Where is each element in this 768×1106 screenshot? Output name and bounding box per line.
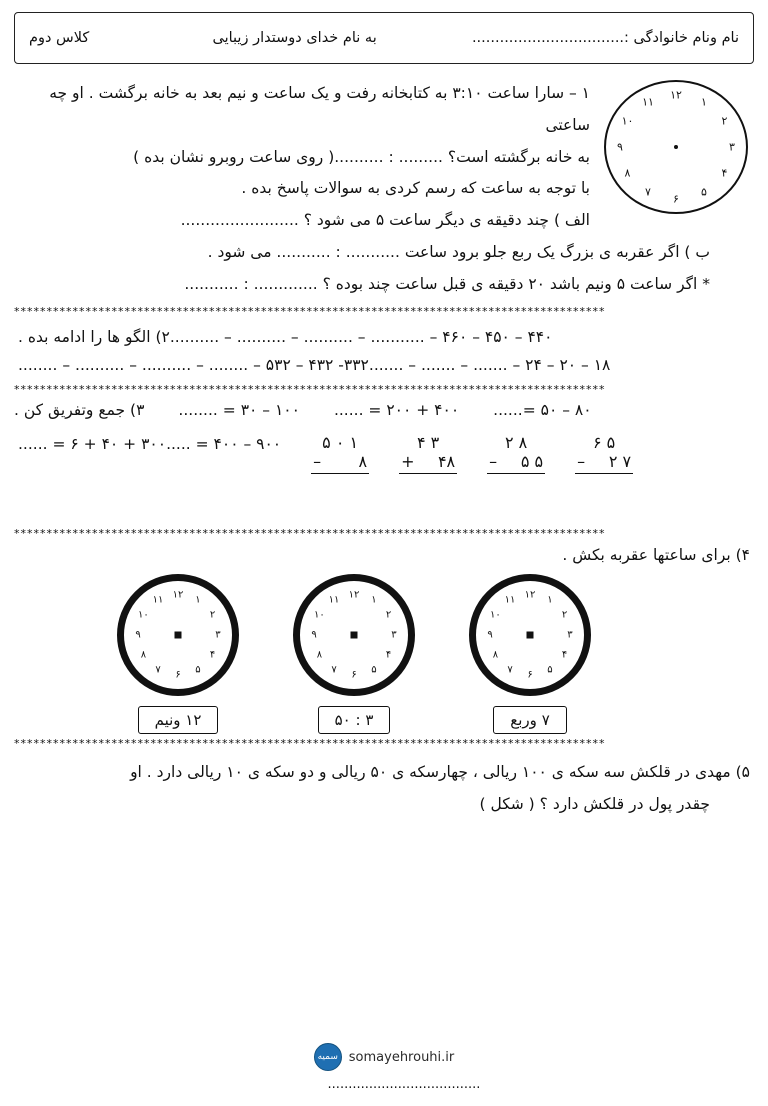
clock-numeral: ۱ <box>547 594 553 606</box>
separator-4: ******************************************************************************************* <box>14 738 606 750</box>
q5-line-1: ۵) مهدی در قلکش سه سکه ی ۱۰۰ ریالی ، چهارسکه ی ۵۰ ریالی و دو سکه ی ۱۰ ریالی دارد . او <box>130 762 750 781</box>
q1-part-be[interactable]: ب ) اگر عقربه ی بزرگ یک ربع جلو برود ساعت ........... : ........... می شود . <box>207 242 710 261</box>
clock-numeral: ۴ <box>561 649 568 661</box>
basmala-text: به نام خدای دوستدار زیبایی <box>212 30 377 46</box>
vertical-sum-4-operator: – <box>577 452 589 472</box>
q2-sequence-2-left[interactable]: ۱۸ – ۲۰ – ۲۴ – ....... – ....... – ....... <box>368 355 611 374</box>
clock-numeral: ۶ <box>527 669 533 681</box>
q3-eq-1[interactable]: ۱۰۰ – ۳۰ = ........ <box>178 401 300 420</box>
question-1 <box>14 78 754 300</box>
clock-numeral: ۴ <box>721 166 728 180</box>
q3-title: ۳) جمع وتفریق کن . <box>14 401 145 420</box>
clock-numeral: ۷ <box>507 664 513 676</box>
clock-center-dot <box>674 145 678 149</box>
clock-numeral: ۹ <box>487 629 493 641</box>
q3-row-1 <box>14 401 750 419</box>
vertical-sum-4-bottom <box>575 452 633 474</box>
vertical-sum-1-operand: ۸ <box>358 452 368 472</box>
clock-numeral: ۹ <box>617 140 623 154</box>
q4-clock-item-1[interactable] <box>117 574 239 734</box>
q3-vertical-sums <box>311 433 633 474</box>
vertical-sum-1-operator: – <box>313 452 325 472</box>
clock-numeral: ۲ <box>385 609 392 621</box>
vertical-sum-2-operand: ۴۸ <box>437 452 456 472</box>
clock-numeral: ۱ <box>195 594 201 606</box>
clock-numeral: ۹ <box>311 629 317 641</box>
clock-numeral: ۱۱ <box>504 594 516 606</box>
q3-eq-3[interactable]: ۸۰ – ۵۰ =...... <box>493 401 592 420</box>
vertical-sum-3-operand: ۵ ۵ <box>520 452 544 472</box>
header-box <box>14 12 754 64</box>
separator-1: ******************************************************************************************* <box>14 306 606 318</box>
clock-numeral: ۷ <box>331 664 337 676</box>
q4-clock-label-2: ۳ : ۵۰ <box>318 706 391 734</box>
clock-numeral: ۵ <box>371 664 377 676</box>
question-5 <box>18 756 750 821</box>
clock-numeral: ۸ <box>492 649 499 661</box>
clock-numeral: ۲ <box>209 609 216 621</box>
vertical-sum-2-operator: + <box>401 452 418 472</box>
analog-clock-2[interactable] <box>293 574 415 696</box>
footer-brand[interactable] <box>314 1043 454 1071</box>
q4-clock-row <box>14 574 754 734</box>
clock-numeral: ۲ <box>561 609 568 621</box>
clock-numeral: ۱۲ <box>348 589 360 601</box>
vertical-sum-2[interactable] <box>399 433 457 474</box>
q4-clock-item-3[interactable] <box>469 574 591 734</box>
clock-numeral: ۱۰ <box>490 609 501 621</box>
clock-numeral: ۱۰ <box>621 114 634 128</box>
clock-numeral: ۵ <box>195 664 201 676</box>
clock-numeral: ۳ <box>567 629 573 641</box>
q1-part-star[interactable]: * اگر ساعت ۵ ونیم باشد ۲۰ دقیقه ی قبل ساعت چند بوده ؟ ............. : ........... <box>184 274 710 293</box>
clock-numeral: ۱ <box>701 95 707 109</box>
clock-numeral: ۸ <box>140 649 147 661</box>
clock-center-dot <box>351 632 358 639</box>
q5-line-2[interactable]: چقدر پول در قلکش دارد ؟ ( شکل ) <box>479 795 710 814</box>
q2-title: ۲) الگو ها را ادامه بده . <box>18 327 170 346</box>
vertical-sum-3-top: ۸ ۲ <box>504 433 528 453</box>
clock-numeral: ۴ <box>385 649 392 661</box>
footer-signature-line[interactable]: ..................................... <box>327 1077 481 1092</box>
clock-numeral: ۱ <box>371 594 377 606</box>
question-3 <box>14 401 754 474</box>
q1-part-alef[interactable]: الف ) چند دقیقه ی دیگر ساعت ۵ می شود ؟ ........................ <box>180 211 590 230</box>
clock-numeral: ۱۲ <box>172 589 184 601</box>
q1-line-2[interactable]: به خانه برگشته است؟ ......... : ..........( روی ساعت روبرو نشان بده ) <box>133 147 590 166</box>
clock-numeral: ۲ <box>721 114 728 128</box>
q1-line-1: ۱ – سارا ساعت ۳:۱۰ به کتابخانه رفت و یک ساعت و نیم بعد به خانه برگشت . او چه ساعتی <box>49 84 590 134</box>
clock-numeral: ۷ <box>645 185 651 199</box>
clock-numeral: ۷ <box>155 664 161 676</box>
question-4 <box>14 546 754 734</box>
clock-numeral: ۴ <box>209 649 216 661</box>
q2-row-1 <box>18 328 750 346</box>
clock-numeral: ۶ <box>673 192 679 206</box>
site-logo-icon: سمیه <box>314 1043 342 1071</box>
separator-3: ******************************************************************************************* <box>14 528 606 540</box>
question-2 <box>14 328 754 374</box>
clock-numeral: ۵ <box>547 664 553 676</box>
clock-numeral: ۱۱ <box>642 95 654 109</box>
analog-clock-3[interactable] <box>469 574 591 696</box>
vertical-sum-2-bottom <box>399 452 457 474</box>
vertical-sum-2-top: ۳ ۴ <box>416 433 440 453</box>
clock-numeral: ۳ <box>729 140 735 154</box>
clock-numeral: ۱۱ <box>328 594 340 606</box>
clock-numeral: ۸ <box>624 166 631 180</box>
clock-numeral: ۱۱ <box>152 594 164 606</box>
vertical-sum-4-operand: ۲ ۷ <box>608 452 632 472</box>
clock-numeral: ۳ <box>391 629 397 641</box>
q2-sequence-1[interactable]: ۴۴۰ – ۴۵۰ – ۴۶۰ – ........... – .......... – .......... – .......... <box>169 327 553 346</box>
clock-numeral: ۱۰ <box>314 609 325 621</box>
class-label: کلاس دوم <box>29 30 90 46</box>
clock-numeral: ۹ <box>135 629 141 641</box>
footer-site-url[interactable]: somayehrouhi.ir <box>348 1049 455 1065</box>
q3-eq-5[interactable]: ۹۰۰ – ۴۰۰ = ..... <box>166 435 282 454</box>
q4-clock-item-2[interactable] <box>293 574 415 734</box>
vertical-sum-3-operator: – <box>489 452 501 472</box>
q3-eq-4[interactable]: ۳۰۰ + ۴۰ + ۶ = ...... <box>18 435 167 454</box>
analog-clock-1[interactable] <box>117 574 239 696</box>
clock-numeral: ۸ <box>316 649 323 661</box>
footer <box>0 1043 768 1092</box>
clock-numeral: ۱۰ <box>138 609 149 621</box>
separator-2: ******************************************************************************************* <box>14 383 606 396</box>
clock-center-dot <box>175 632 182 639</box>
vertical-sum-3[interactable] <box>487 433 545 474</box>
clock-numeral: ۶ <box>175 669 181 681</box>
q3-row-2 <box>18 431 750 474</box>
clock-center-dot <box>527 632 534 639</box>
vertical-sum-1-top: ۱ ۰ ۵ <box>322 433 359 453</box>
clock-numeral: ۱۲ <box>670 88 682 102</box>
q4-clock-label-1: ۱۲ ونیم <box>138 706 219 734</box>
clock-numeral: ۶ <box>351 669 357 681</box>
analog-clock-blank[interactable] <box>604 80 748 214</box>
q1-line-3: با توجه به ساعت که رسم کردی به سوالات پاسخ بده . <box>241 179 590 198</box>
q4-title: ۴) برای ساعتها عقربه بکش . <box>562 546 750 564</box>
q2-row-2 <box>18 356 750 374</box>
q3-eq-2[interactable]: ۴۰۰ + ۲۰۰ = ...... <box>333 401 460 420</box>
student-name-field[interactable]: نام ونام خانوادگی :................................. <box>471 30 739 46</box>
vertical-sum-1-bottom <box>311 452 369 474</box>
vertical-sum-4-top: ۵ ۶ <box>592 433 616 453</box>
clock-numeral: ۳ <box>215 629 221 641</box>
vertical-sum-1[interactable] <box>311 433 369 474</box>
vertical-sum-3-bottom <box>487 452 545 474</box>
q4-clock-label-3: ۷ وربع <box>493 706 566 734</box>
clock-numeral: ۱۲ <box>524 589 536 601</box>
clock-numeral: ۵ <box>701 185 707 199</box>
q2-sequence-2-right[interactable]: ۳۳۲- ۴۳۲ – ۵۳۲ – ........ – .......... – .......... – ........ <box>18 355 369 374</box>
vertical-sum-4[interactable] <box>575 433 633 474</box>
